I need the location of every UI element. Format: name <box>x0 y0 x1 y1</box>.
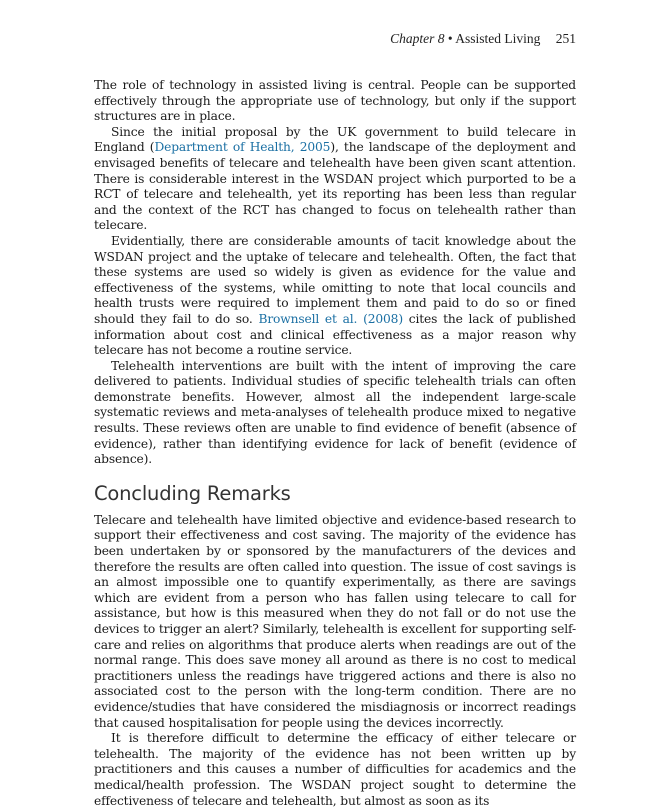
section-heading: Concluding Remarks <box>94 481 291 505</box>
paragraph-telehealth-interventions: Telehealth interventions are built with the intent of improving the care delivered to patients. Individual studies of specific telehealth trials can often demonstrate benefits. However, almost all the independent large-scale systematic reviews and meta-analyses of telehealth produce mixed to negative results. These reviews often are unable to find evidence of benefit (absence of evidence), rather than identifying evidence for lack of benefit (evidence of absence). <box>94 358 576 467</box>
paragraph-text: Since the initial proposal by the UK government to build telecare in England ( <box>94 124 576 155</box>
paragraph-initial-proposal <box>94 125 576 234</box>
chapter-title: Assisted Living <box>455 31 541 46</box>
citation-link[interactable]: Department of Health, 2005 <box>154 140 331 155</box>
paragraph-text: Evidentially, there are considerable amounts of tacit knowledge about the WSDAN project and the uptake of telecare and telehealth. Often, the fact that these systems are used so widely is given as evidence for the value and effectiveness of the systems, while omitting to note that local councils and health trusts were required to implement them and paid to do so or fined should they fail to do so. <box>94 233 576 326</box>
page-number: 251 <box>555 31 576 46</box>
paragraph-tacit-knowledge <box>94 234 576 359</box>
paragraph-efficacy: It is therefore difficult to determine the efficacy of either telecare or telehealth. The majority of the evidence has not been written up by practitioners and this causes a number of difficulties for academics and the medical/health profession. The WSDAN project sought to determine the effectiveness of telecare and telehealth, but almost as soon as its <box>94 731 576 808</box>
paragraph-technology-role: The role of technology in assisted living is central. People can be supported effectively through the appropriate use of technology, but only if the support structures are in place. <box>94 78 576 124</box>
citation-link[interactable]: Brownsell et al. (2008) <box>258 311 403 326</box>
body-text <box>94 78 576 809</box>
paragraph-text: ), the landscape of the deployment and envisaged benefits of telecare and telehealth have been given scant attention. There is considerable interest in the WSDAN project which purported to be a RCT of telecare and telehealth, yet its reporting has been less than regular and the context of the RCT has changed to focus on telehealth rather than telecare. <box>94 140 576 233</box>
header-bullet: • <box>447 31 453 46</box>
paragraph-text: cites the lack of published information about cost and clinical effectiveness as a major reason why telecare has not become a routine service. <box>94 311 576 358</box>
paragraph-limited-evidence: Telecare and telehealth have limited objective and evidence-based research to support their effectiveness and cost saving. The majority of the evidence has been undertaken by or sponsored by the manufacturers of the devices and therefore the results are often called into question. The issue of cost savings is an almost impossible one to quantify experimentally, as there are savings which are evident from a person who has fallen using telecare to call for assistance, but how is this measured when they do not fall or do not use the devices to trigger an alert? Similarly, telehealth is excellent for supporting self-care and relies on algorithms that produce alerts when readings are out of the normal range. This does save money all around as there is no cost to medical practitioners unless the readings have triggered actions and there is also no associated cost to the person with the long-term condition. There are no evidence/studies that have considered the misdiagnosis or incorrect readings that caused hospitalisation for people using the devices incorrectly. <box>94 512 576 730</box>
running-head <box>390 31 576 47</box>
chapter-label: Chapter 8 <box>390 31 445 46</box>
